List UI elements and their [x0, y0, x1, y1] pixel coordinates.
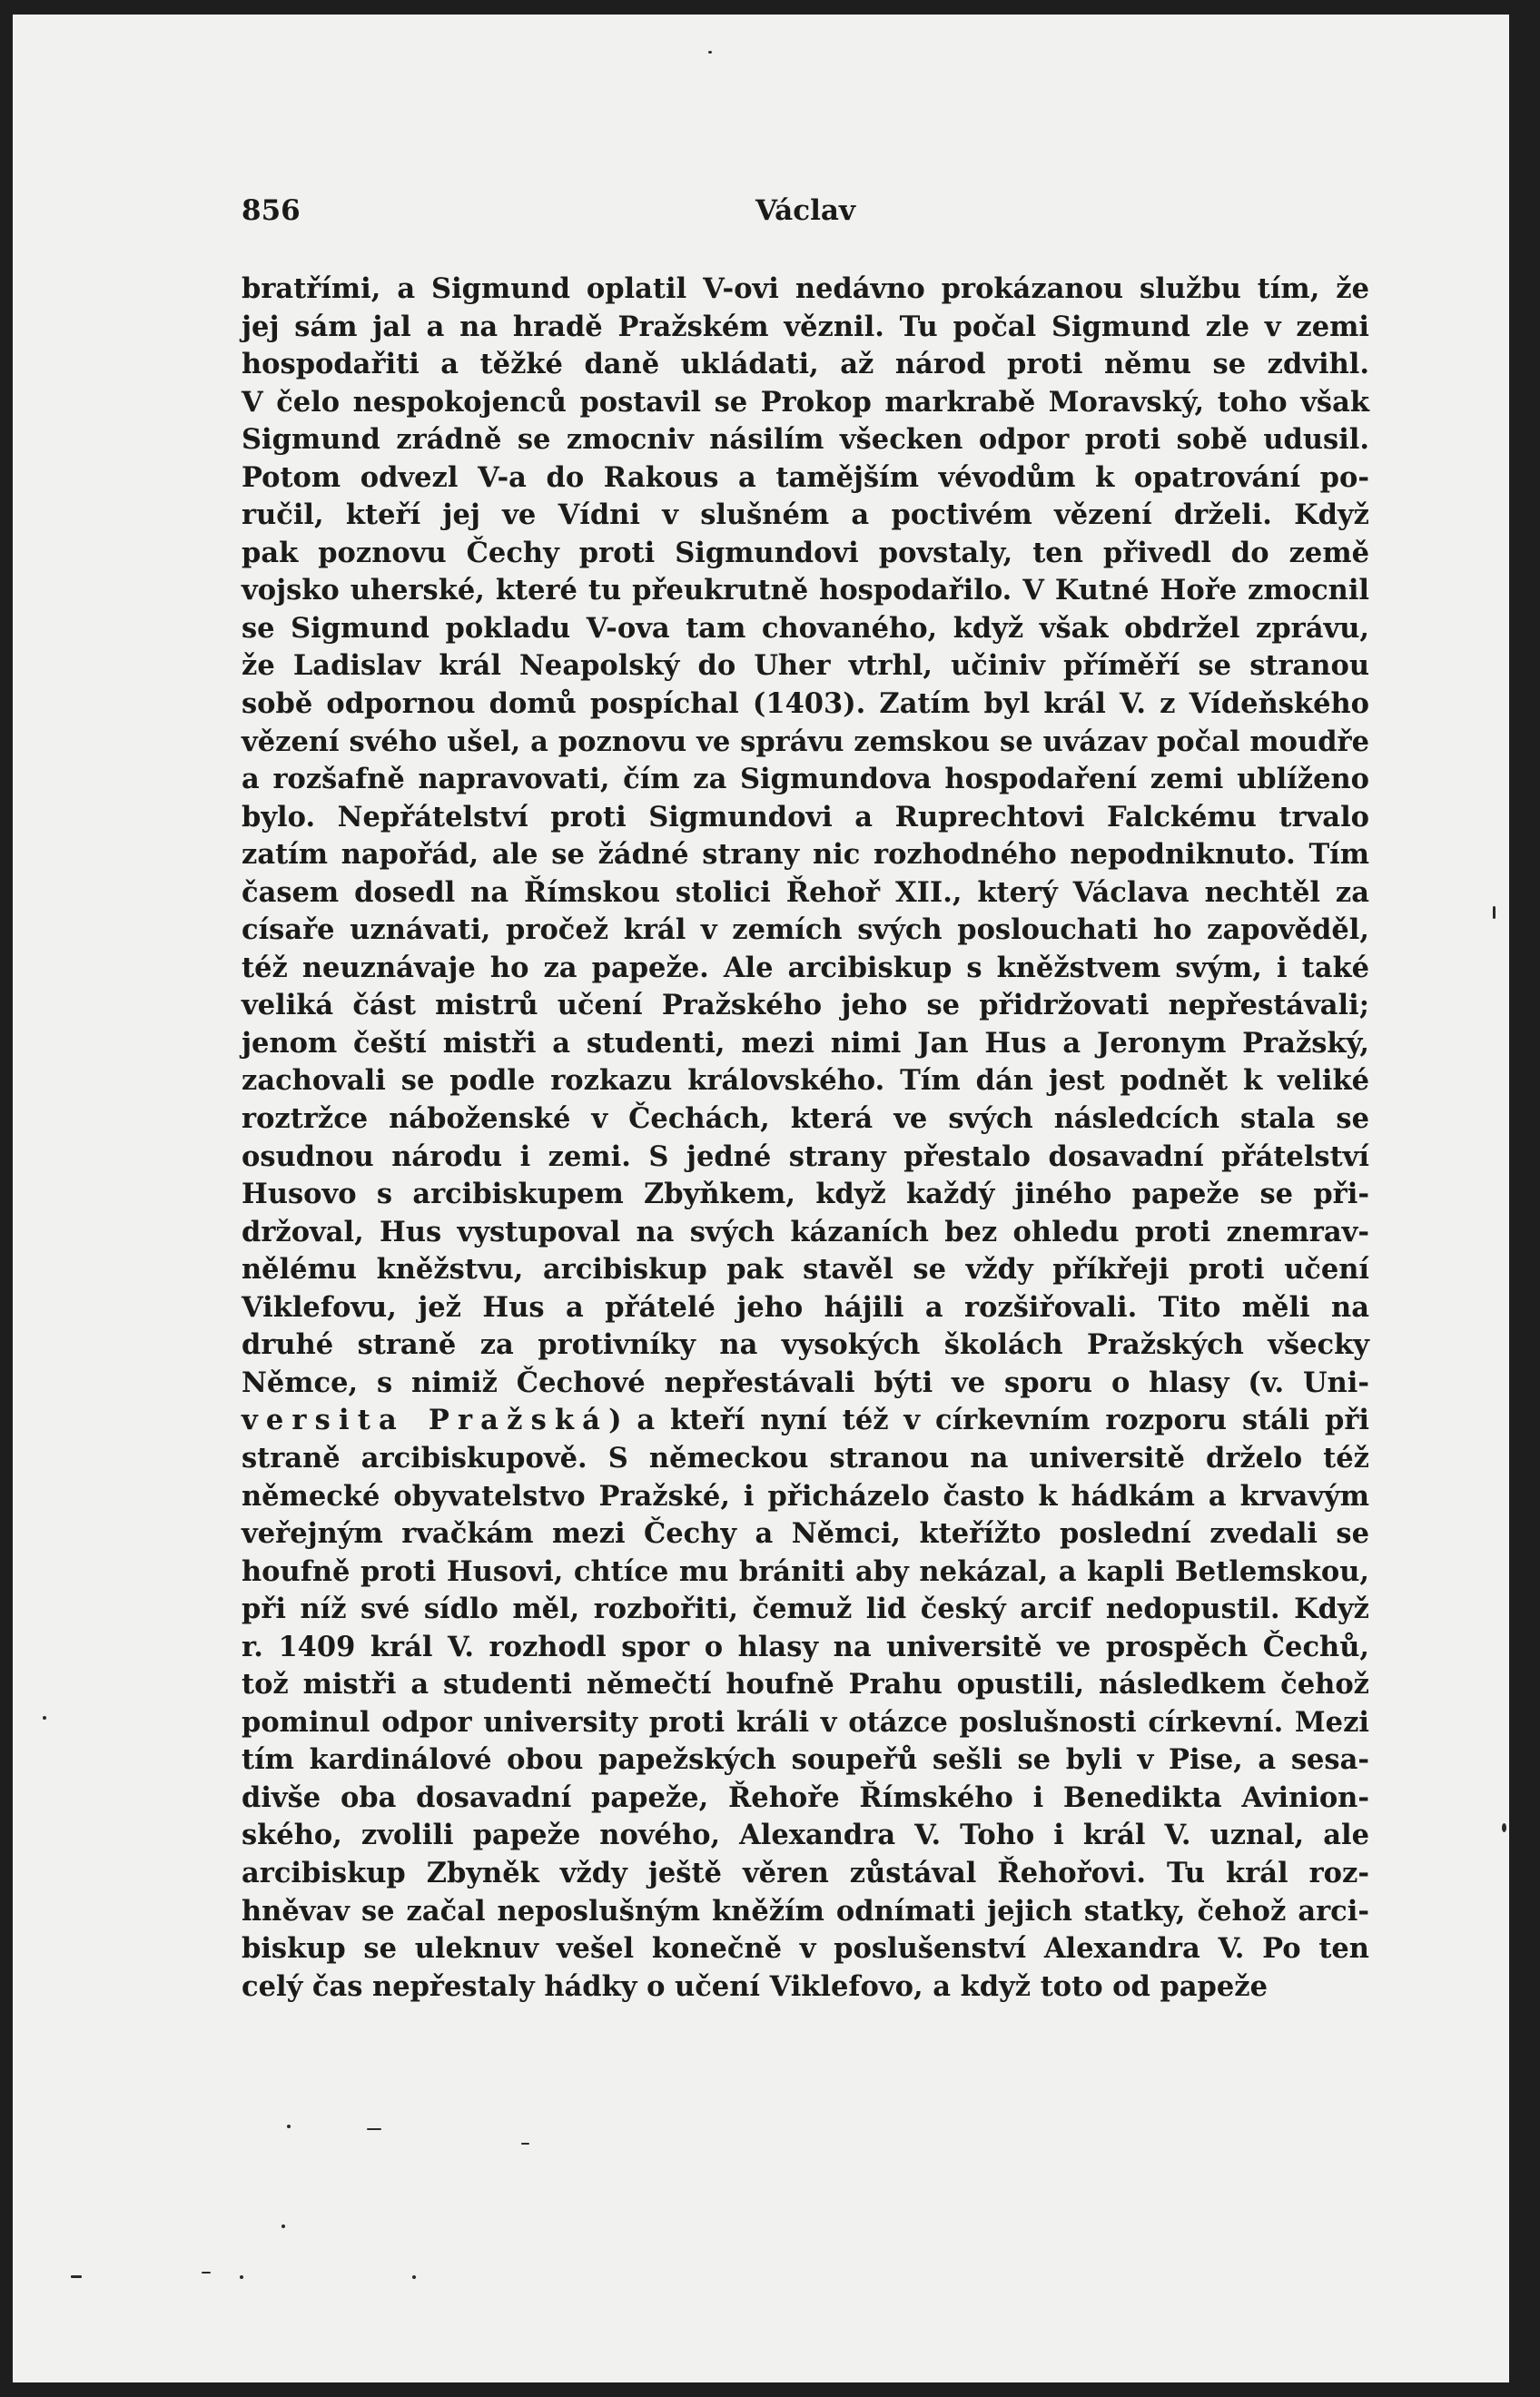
text-line: veřejným rvačkám mezi Čechy a Němci, kteřížto poslední zvedali se: [242, 1517, 1369, 1551]
running-head: Václav: [755, 194, 856, 227]
text-line: nělému kněžstvu, arcibiskup pak stavěl se vždy příkřeji proti učení: [242, 1253, 1369, 1287]
text-line: straně arcibiskupově. S německou stranou na universitě drželo též: [242, 1441, 1369, 1475]
text-line: jenom čeští mistři a studenti, mezi nimi Jan Hus a Jeronym Pražský,: [242, 1026, 1369, 1060]
page-number: 856: [242, 194, 301, 227]
print-speck: [43, 1716, 46, 1720]
text-line: též neuznávaje ho za papeže. Ale arcibiskup s kněžstvem svým, i také: [242, 951, 1369, 984]
text-line: německé obyvatelstvo Pražské, i přicházelo často k hádkám a krvavým: [242, 1479, 1369, 1513]
text-line: císaře uznávati, pročež král v zemích svých poslouchati ho zapověděl,: [242, 913, 1369, 947]
text-line: r. 1409 král V. rozhodl spor o hlasy na universitě ve prospěch Čechů,: [242, 1630, 1369, 1663]
text-line: versita Pražská) a kteří nyní též v církevním rozporu stáli při: [242, 1404, 1370, 1437]
text-line: držoval, Hus vystupoval na svých kázaních bez ohledu proti znemrav-: [242, 1215, 1369, 1248]
text-line: Viklefovu, jež Hus a přátelé jeho hájili a rozšiřovali. Tito měli na: [242, 1290, 1369, 1324]
text-line: tož mistři a studenti němečtí houfně Prahu opustili, následkem čehož: [242, 1668, 1369, 1702]
print-speck: [521, 2143, 529, 2145]
text-line: divše oba dosavadní papeže, Řehoře Římského i Benedikta Avinion-: [242, 1780, 1369, 1814]
page-header: [242, 194, 1369, 240]
text-line: Němce, s nimiž Čechové nepřestávali býti ve sporu o hlasy (v. Uni-: [242, 1366, 1369, 1399]
text-line: hněvav se začal neposlušným kněžím odnímati jejich statky, čehož arci-: [242, 1894, 1369, 1928]
text-line: arcibiskup Zbyněk vždy ještě věren zůstával Řehořovi. Tu král roz-: [242, 1856, 1369, 1889]
print-speck: [412, 2275, 416, 2279]
text-line: zachovali se podle rozkazu královského. Tím dán jest podnět k veliké: [242, 1064, 1369, 1098]
text-line: Husovo s arcibiskupem Zbyňkem, když každý jiného papeže se při-: [242, 1178, 1369, 1211]
text-line: V čelo nespokojenců postavil se Prokop markrabě Moravský, toho však: [242, 385, 1369, 419]
text-line: vojsko uherské, které tu přeukrutně hospodařilo. V Kutné Hoře zmocnil: [242, 574, 1369, 607]
print-speck: [202, 2272, 211, 2274]
text-line: Sigmund zrádně se zmocniv násilím všecken odpor proti sobě udusil.: [242, 423, 1369, 457]
text-line: bylo. Nepřátelství proti Sigmundovi a Ruprechtovi Falckému trvalo: [242, 800, 1369, 834]
text-line: hospodařiti a těžké daně ukládati, až národ proti němu se zdvihl.: [242, 348, 1369, 381]
text-line: že Ladislav král Neapolský do Uher vtrhl, učiniv příměří se stranou: [242, 649, 1369, 683]
text-line: osudnou národu i zemi. S jedné strany přestalo dosavadní přátelství: [242, 1139, 1369, 1173]
text-line: biskup se uleknuv vešel konečně v poslušenství Alexandra V. Po ten: [242, 1932, 1369, 1966]
text-line: se Sigmund pokladu V-ova tam chovaného, když však obdržel zprávu,: [242, 611, 1369, 645]
text-line: sobě odpornou domů pospíchal (1403). Zatím byl král V. z Vídeňského: [242, 687, 1369, 721]
text-line: zatím napořád, ale se žádné strany nic rozhodného nepodniknuto. Tím: [242, 838, 1369, 872]
text-line: bratřími, a Sigmund oplatil V-ovi nedávno prokázanou službu tím, že: [242, 272, 1369, 305]
text-line: veliká část mistrů učení Pražského jeho se přidržovati nepřestávali;: [242, 989, 1369, 1022]
text-line: druhé straně za protivníky na vysokých školách Pražských všecky: [242, 1328, 1369, 1362]
text-line: a rozšafně napravovati, čím za Sigmundova hospodaření zemi ublíženo: [242, 763, 1369, 796]
text-line: při níž své sídlo měl, rozbořiti, čemuž lid český arcif nedopustil. Když: [242, 1593, 1369, 1626]
print-speck: [240, 2275, 243, 2279]
text-line: Potom odvezl V-a do Rakous a tamějším vévodům k opatrování po-: [242, 460, 1369, 494]
print-speck: [1493, 906, 1496, 919]
body-text: [242, 271, 1369, 2006]
text-line: vězení svého ušel, a poznovu ve správu zemskou se uvázav počal moudře: [242, 725, 1369, 758]
print-speck: [287, 2125, 291, 2128]
print-speck: [708, 51, 712, 54]
book-page: [13, 15, 1509, 2382]
text-line: jej sám jal a na hradě Pražském věznil. Tu počal Sigmund zle v zemi: [242, 310, 1369, 343]
text-line: roztržce náboženské v Čechách, která ve svých následcích stala se: [242, 1102, 1369, 1136]
text-line: celý čas nepřestaly hádky o učení Viklefovo, a když toto od papeže: [242, 1969, 1269, 2003]
text-line: pominul odpor university proti králi v otázce poslušnosti církevní. Mezi: [242, 1705, 1369, 1739]
text-line: houfně proti Husovi, chtíce mu brániti aby nekázal, a kapli Betlemskou,: [242, 1554, 1369, 1588]
text-line: pak poznovu Čechy proti Sigmundovi povstaly, ten přivedl do země: [242, 536, 1369, 569]
print-speck: [71, 2275, 82, 2278]
print-speck: [367, 2128, 381, 2130]
text-line: ručil, kteří jej ve Vídni v slušném a poctivém vězení drželi. Když: [242, 498, 1369, 532]
print-speck: [281, 2224, 285, 2228]
print-speck: [1502, 1823, 1506, 1832]
text-line: časem dosedl na Římskou stolici Řehoř XII., který Václava nechtěl za: [242, 875, 1369, 909]
text-line: tím kardinálové obou papežských soupeřů sešli se byli v Pise, a sesa-: [242, 1743, 1369, 1777]
text-line: ského, zvolili papeže nového, Alexandra V. Toho i král V. uznal, ale: [242, 1819, 1369, 1852]
